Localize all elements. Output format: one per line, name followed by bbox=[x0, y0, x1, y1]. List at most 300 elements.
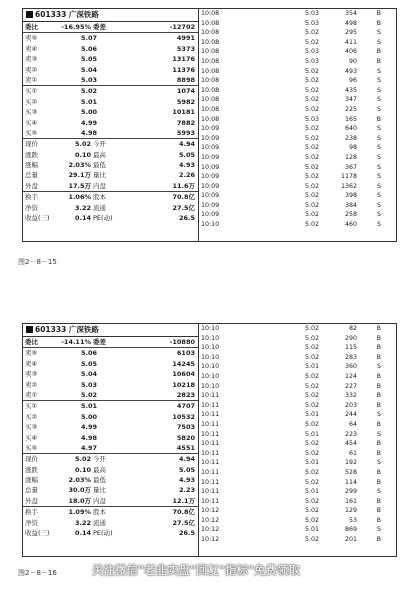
tick-price: 5.02 bbox=[304, 420, 319, 428]
figure-caption: 图2－8－16 bbox=[18, 569, 57, 577]
tick-volume: 411 bbox=[344, 38, 357, 46]
tick-price: 5.02 bbox=[304, 382, 319, 390]
stat-label: 现价 bbox=[25, 455, 38, 464]
tick-volume: 258 bbox=[344, 211, 357, 219]
ratio-label: 委比 bbox=[25, 338, 38, 346]
tick-volume: 299 bbox=[344, 488, 357, 496]
buy-level-row bbox=[23, 443, 198, 454]
tick-price: 5.03 bbox=[304, 19, 319, 27]
tick-direction: B bbox=[376, 48, 381, 56]
stat-row bbox=[23, 203, 198, 213]
buy-level-label: 买⑤ bbox=[25, 128, 38, 137]
tick-direction: B bbox=[376, 420, 381, 428]
tick-direction: S bbox=[377, 105, 381, 113]
tick-direction: B bbox=[376, 440, 381, 448]
tick-volume: 115 bbox=[344, 344, 357, 352]
buy-volume: 5982 bbox=[176, 97, 195, 106]
tick-row bbox=[199, 172, 396, 182]
tick-price: 5.02 bbox=[304, 153, 319, 161]
sell-level-row bbox=[23, 65, 198, 75]
tick-volume: 98 bbox=[348, 144, 357, 152]
tick-price: 5.02 bbox=[304, 77, 319, 85]
stat-label: 量比 bbox=[93, 171, 106, 180]
tick-time: 10:08 bbox=[201, 86, 220, 94]
sell-level-row bbox=[23, 75, 198, 86]
tick-direction: B bbox=[376, 401, 381, 409]
stat-row bbox=[23, 496, 198, 507]
tick-price: 5.02 bbox=[304, 372, 319, 380]
stat-value: 4.94 bbox=[178, 455, 195, 464]
tick-time: 10:08 bbox=[201, 77, 220, 85]
sell-level-label: 卖① bbox=[25, 390, 38, 399]
tick-price: 5.02 bbox=[304, 325, 319, 332]
stock-name: 601333 广深铁路 bbox=[35, 10, 99, 19]
sell-price: 5.03 bbox=[80, 380, 98, 389]
tick-direction: S bbox=[377, 77, 381, 85]
stock-title bbox=[23, 324, 198, 337]
tick-direction: B bbox=[376, 19, 381, 27]
tick-row bbox=[199, 420, 396, 430]
tick-price: 5.02 bbox=[304, 173, 319, 181]
sell-level-label: 卖② bbox=[25, 380, 38, 389]
buy-level-label: 买① bbox=[25, 402, 38, 411]
sell-level-row bbox=[23, 33, 198, 43]
tick-price: 5.02 bbox=[304, 497, 319, 505]
sell-volume: 10218 bbox=[172, 380, 195, 389]
tick-row bbox=[199, 439, 396, 449]
stat-label: 总量 bbox=[25, 486, 38, 495]
stat-label: 总量 bbox=[25, 171, 38, 180]
stat-label: 最低 bbox=[93, 476, 106, 485]
buy-volume: 7882 bbox=[176, 118, 195, 127]
tick-time: 10:09 bbox=[201, 144, 220, 152]
sell-price: 5.04 bbox=[80, 65, 98, 74]
tick-list-panel bbox=[199, 324, 396, 556]
tick-direction: S bbox=[377, 29, 381, 37]
stat-label: PE(动) bbox=[93, 529, 113, 538]
tick-price: 5.02 bbox=[304, 536, 319, 544]
tick-direction: S bbox=[377, 430, 381, 438]
tick-row bbox=[199, 105, 396, 115]
tick-direction: B bbox=[376, 334, 381, 342]
stat-value: 18.0万 bbox=[68, 496, 91, 505]
tick-time: 10:11 bbox=[201, 411, 220, 419]
tick-price: 5.02 bbox=[304, 125, 319, 133]
buy-level-row bbox=[23, 422, 198, 432]
tick-row bbox=[199, 401, 396, 411]
tick-row bbox=[199, 9, 396, 19]
buy-level-row bbox=[23, 86, 198, 96]
tick-row bbox=[199, 430, 396, 440]
sell-volume: 6103 bbox=[176, 349, 195, 358]
tick-price: 5.01 bbox=[304, 459, 319, 467]
tick-volume: 406 bbox=[344, 48, 357, 56]
sell-level-label: 卖③ bbox=[25, 55, 38, 64]
sell-level-row bbox=[23, 380, 198, 390]
tick-time: 10:09 bbox=[201, 192, 220, 200]
tick-volume: 347 bbox=[344, 96, 357, 104]
buy-price: 4.98 bbox=[80, 433, 98, 442]
tick-volume: 61 bbox=[348, 449, 357, 457]
stat-row bbox=[23, 192, 198, 202]
buy-level-row bbox=[23, 107, 198, 117]
stock-square-icon bbox=[26, 326, 33, 333]
tick-volume: 225 bbox=[344, 105, 357, 113]
buy-level-label: 买② bbox=[25, 412, 38, 421]
tick-time: 10:08 bbox=[201, 67, 220, 75]
tick-time: 10:09 bbox=[201, 211, 220, 219]
sell-volume: 10604 bbox=[172, 370, 195, 379]
tick-time: 10:11 bbox=[201, 488, 220, 496]
tick-price: 5.02 bbox=[304, 344, 319, 352]
tick-time: 10:09 bbox=[201, 153, 220, 161]
tick-row bbox=[199, 210, 396, 220]
tick-row bbox=[199, 86, 396, 96]
tick-row bbox=[199, 535, 396, 545]
ratio-label: 委比 bbox=[25, 23, 38, 31]
tick-volume: 161 bbox=[344, 497, 357, 505]
tick-time: 10:08 bbox=[201, 105, 220, 113]
tick-direction: B bbox=[376, 57, 381, 65]
tick-time: 10:10 bbox=[201, 344, 220, 352]
sell-volume: 8898 bbox=[176, 75, 195, 84]
tick-direction: S bbox=[377, 411, 381, 419]
tick-time: 10:10 bbox=[201, 372, 220, 380]
buy-level-label: 买④ bbox=[25, 433, 38, 442]
tick-direction: B bbox=[376, 536, 381, 544]
tick-row bbox=[199, 182, 396, 192]
tick-price: 5.03 bbox=[304, 57, 319, 65]
tick-time: 10:09 bbox=[201, 163, 220, 171]
tick-direction: S bbox=[377, 144, 381, 152]
stat-value: 3.22 bbox=[74, 518, 91, 527]
sell-level-row bbox=[23, 348, 198, 358]
stat-row bbox=[23, 160, 198, 170]
sell-volume: 14245 bbox=[172, 359, 195, 368]
tick-volume: 53 bbox=[348, 516, 357, 524]
tick-volume: 290 bbox=[344, 334, 357, 342]
tick-volume: 244 bbox=[344, 411, 357, 419]
tick-volume: 227 bbox=[344, 382, 357, 390]
tick-time: 10:10 bbox=[201, 382, 220, 390]
stat-value: 2.03% bbox=[68, 161, 91, 170]
tick-volume: 354 bbox=[344, 10, 357, 17]
tick-price: 5.02 bbox=[304, 201, 319, 209]
tick-price: 5.02 bbox=[304, 221, 319, 229]
sell-price: 5.06 bbox=[80, 44, 98, 53]
tick-time: 10:10 bbox=[201, 363, 220, 371]
tick-volume: 295 bbox=[344, 29, 357, 37]
stat-value: 0.10 bbox=[74, 150, 91, 159]
sell-level-row bbox=[23, 369, 198, 379]
tick-row bbox=[199, 19, 396, 29]
tick-volume: 96 bbox=[348, 77, 357, 85]
stat-value: 27.5亿 bbox=[172, 518, 195, 527]
tick-row bbox=[199, 525, 396, 535]
stat-label: 量比 bbox=[93, 486, 106, 495]
tick-row bbox=[199, 334, 396, 344]
stat-label: 换手 bbox=[25, 193, 38, 202]
tick-list-panel bbox=[199, 9, 396, 241]
tick-time: 10:11 bbox=[201, 430, 220, 438]
tick-price: 5.02 bbox=[304, 67, 319, 75]
tick-price: 5.02 bbox=[304, 29, 319, 37]
tick-price: 5.02 bbox=[304, 449, 319, 457]
stat-value: 4.94 bbox=[178, 140, 195, 149]
tick-volume: 640 bbox=[344, 125, 357, 133]
tick-row bbox=[199, 343, 396, 353]
tick-volume: 203 bbox=[344, 401, 357, 409]
stat-row bbox=[23, 454, 198, 464]
stat-row bbox=[23, 213, 198, 223]
watermark-notice: 关注微信"老韭实盘"回复"指标"免费领取 bbox=[92, 563, 300, 577]
stat-value: 2.26 bbox=[178, 171, 195, 180]
buy-volume: 10181 bbox=[172, 108, 195, 117]
buy-volume: 5993 bbox=[176, 128, 195, 137]
tick-price: 5.02 bbox=[304, 144, 319, 152]
tick-direction: S bbox=[377, 173, 381, 181]
stat-row bbox=[23, 507, 198, 517]
stat-value: 70.8亿 bbox=[172, 508, 195, 517]
stat-value: 30.0万 bbox=[68, 486, 91, 495]
sell-volume: 4991 bbox=[176, 34, 195, 43]
tick-row bbox=[199, 324, 396, 334]
tick-row bbox=[199, 449, 396, 459]
buy-price: 4.97 bbox=[80, 443, 98, 452]
tick-price: 5.01 bbox=[304, 526, 319, 534]
tick-row bbox=[199, 57, 396, 67]
diff-label: 委差 bbox=[93, 338, 106, 346]
stat-label: 外盘 bbox=[25, 181, 38, 190]
stat-value: 26.5 bbox=[178, 529, 195, 538]
buy-level-row bbox=[23, 401, 198, 411]
tick-volume: 283 bbox=[344, 353, 357, 361]
stat-label: 收益(三) bbox=[25, 214, 50, 223]
tick-direction: S bbox=[377, 134, 381, 142]
stat-label: 涨幅 bbox=[25, 476, 38, 485]
tick-direction: B bbox=[376, 353, 381, 361]
stat-label: 内盘 bbox=[93, 496, 106, 505]
buy-level-label: 买① bbox=[25, 87, 38, 96]
sell-price: 5.06 bbox=[80, 349, 98, 358]
tick-price: 5.02 bbox=[304, 134, 319, 142]
buy-volume: 7503 bbox=[176, 423, 195, 432]
sell-volume: 11376 bbox=[172, 65, 195, 74]
tick-time: 10:11 bbox=[201, 497, 220, 505]
tick-price: 5.02 bbox=[304, 182, 319, 190]
stat-label: 涨跌 bbox=[25, 465, 38, 474]
tick-direction: S bbox=[377, 488, 381, 496]
tick-direction: B bbox=[376, 497, 381, 505]
tick-price: 5.01 bbox=[304, 430, 319, 438]
tick-volume: 128 bbox=[344, 153, 357, 161]
tick-direction: B bbox=[376, 344, 381, 352]
buy-volume: 10532 bbox=[172, 412, 195, 421]
tick-price: 5.03 bbox=[304, 115, 319, 123]
stat-value: 0.14 bbox=[74, 529, 91, 538]
stat-value: 0.14 bbox=[74, 214, 91, 223]
tick-price: 5.01 bbox=[304, 411, 319, 419]
tick-time: 10:11 bbox=[201, 468, 220, 476]
stat-label: 最低 bbox=[93, 161, 106, 170]
tick-direction: S bbox=[377, 163, 381, 171]
tick-direction: B bbox=[376, 372, 381, 380]
tick-row bbox=[199, 458, 396, 468]
tick-row bbox=[199, 362, 396, 372]
tick-row bbox=[199, 220, 396, 230]
buy-level-label: 买③ bbox=[25, 423, 38, 432]
buy-level-row bbox=[23, 412, 198, 422]
tick-direction: S bbox=[377, 192, 381, 200]
stat-value: 5.05 bbox=[178, 465, 195, 474]
tick-direction: B bbox=[376, 325, 381, 332]
tick-direction: S bbox=[377, 153, 381, 161]
tick-time: 10:09 bbox=[201, 201, 220, 209]
buy-volume: 4551 bbox=[176, 443, 195, 452]
tick-volume: 201 bbox=[344, 536, 357, 544]
tick-price: 5.02 bbox=[304, 401, 319, 409]
tick-row bbox=[199, 468, 396, 478]
sell-price: 5.03 bbox=[80, 75, 98, 84]
tick-volume: 114 bbox=[344, 478, 357, 486]
buy-level-row bbox=[23, 128, 198, 139]
tick-time: 10:11 bbox=[201, 440, 220, 448]
tick-row bbox=[199, 410, 396, 420]
tick-row bbox=[199, 506, 396, 516]
stat-value: 26.5 bbox=[178, 214, 195, 223]
tick-row bbox=[199, 38, 396, 48]
sell-level-label: 卖④ bbox=[25, 359, 38, 368]
stat-row bbox=[23, 139, 198, 149]
tick-time: 10:10 bbox=[201, 334, 220, 342]
figure-caption: 图2－8－15 bbox=[18, 258, 57, 266]
tick-row bbox=[199, 124, 396, 134]
tick-volume: 384 bbox=[344, 201, 357, 209]
sell-volume: 2823 bbox=[176, 390, 195, 399]
tick-time: 10:12 bbox=[201, 507, 220, 515]
tick-time: 10:11 bbox=[201, 449, 220, 457]
tick-row bbox=[199, 95, 396, 105]
stat-label: 股本 bbox=[93, 508, 106, 517]
tick-time: 10:11 bbox=[201, 392, 220, 400]
stat-label: 换手 bbox=[25, 508, 38, 517]
tick-price: 5.01 bbox=[304, 363, 319, 371]
tick-price: 5.02 bbox=[304, 86, 319, 94]
tick-direction: S bbox=[377, 182, 381, 190]
tick-direction: S bbox=[377, 96, 381, 104]
tick-row bbox=[199, 67, 396, 77]
tick-direction: B bbox=[376, 516, 381, 524]
stat-value: 29.1万 bbox=[68, 171, 91, 180]
buy-price: 4.99 bbox=[80, 118, 98, 127]
stat-row bbox=[23, 475, 198, 485]
diff-label: 委差 bbox=[93, 23, 106, 31]
tick-direction: S bbox=[377, 86, 381, 94]
tick-price: 5.03 bbox=[304, 10, 319, 17]
buy-price: 5.01 bbox=[80, 402, 98, 411]
tick-time: 10:11 bbox=[201, 420, 220, 428]
tick-volume: 1362 bbox=[340, 182, 357, 190]
tick-price: 5.03 bbox=[304, 48, 319, 56]
tick-row bbox=[199, 516, 396, 526]
tick-direction: S bbox=[377, 363, 381, 371]
stat-label: 今开 bbox=[93, 140, 106, 149]
sell-price: 5.04 bbox=[80, 370, 98, 379]
stock-square-icon bbox=[26, 11, 33, 18]
tick-volume: 367 bbox=[344, 163, 357, 171]
tick-time: 10:10 bbox=[201, 221, 220, 229]
tick-time: 10:08 bbox=[201, 96, 220, 104]
tick-row bbox=[199, 191, 396, 201]
sell-level-label: 卖② bbox=[25, 65, 38, 74]
tick-price: 5.02 bbox=[304, 38, 319, 46]
buy-price: 5.01 bbox=[80, 97, 98, 106]
tick-direction: S bbox=[377, 201, 381, 209]
tick-direction: S bbox=[377, 38, 381, 46]
tick-row bbox=[199, 76, 396, 86]
tick-volume: 498 bbox=[344, 19, 357, 27]
stat-value: 5.02 bbox=[74, 140, 91, 149]
buy-level-label: 买③ bbox=[25, 108, 38, 117]
diff-value: -10880 bbox=[169, 338, 195, 346]
stat-value: 27.5亿 bbox=[172, 203, 195, 212]
tick-volume: 528 bbox=[344, 468, 357, 476]
tick-volume: 1178 bbox=[340, 173, 357, 181]
buy-level-label: 买⑤ bbox=[25, 443, 38, 452]
tick-row bbox=[199, 372, 396, 382]
stat-value: 2.03% bbox=[68, 476, 91, 485]
stat-row bbox=[23, 485, 198, 495]
buy-volume: 5820 bbox=[176, 433, 195, 442]
stock-name: 601333 广深铁路 bbox=[35, 325, 99, 334]
tick-time: 10:12 bbox=[201, 526, 220, 534]
quote-panel-2 bbox=[22, 323, 397, 557]
tick-time: 10:08 bbox=[201, 48, 220, 56]
tick-time: 10:11 bbox=[201, 459, 220, 467]
tick-row bbox=[199, 353, 396, 363]
buy-price: 5.00 bbox=[80, 108, 98, 117]
tick-time: 10:08 bbox=[201, 10, 220, 17]
tick-price: 5.02 bbox=[304, 507, 319, 515]
tick-price: 5.02 bbox=[304, 105, 319, 113]
buy-level-label: 买④ bbox=[25, 118, 38, 127]
stat-label: 现价 bbox=[25, 140, 38, 149]
tick-time: 10:08 bbox=[201, 115, 220, 123]
order-ratio-row bbox=[23, 337, 198, 348]
stat-row bbox=[23, 528, 198, 538]
stat-row bbox=[23, 518, 198, 528]
stat-value: 11.6万 bbox=[172, 181, 195, 190]
tick-time: 10:12 bbox=[201, 516, 220, 524]
tick-volume: 435 bbox=[344, 86, 357, 94]
tick-volume: 192 bbox=[344, 459, 357, 467]
tick-price: 5.02 bbox=[304, 353, 319, 361]
tick-row bbox=[199, 153, 396, 163]
sell-volume: 13176 bbox=[172, 55, 195, 64]
tick-volume: 90 bbox=[348, 57, 357, 65]
tick-volume: 398 bbox=[344, 192, 357, 200]
stat-row bbox=[23, 170, 198, 180]
tick-volume: 454 bbox=[344, 440, 357, 448]
tick-price: 5.02 bbox=[304, 392, 319, 400]
tick-time: 10:10 bbox=[201, 353, 220, 361]
stat-label: PE(动) bbox=[93, 214, 113, 223]
stat-label: 股本 bbox=[93, 193, 106, 202]
tick-volume: 165 bbox=[344, 115, 357, 123]
tick-row bbox=[199, 391, 396, 401]
sell-level-label: 卖④ bbox=[25, 44, 38, 53]
tick-row bbox=[199, 143, 396, 153]
